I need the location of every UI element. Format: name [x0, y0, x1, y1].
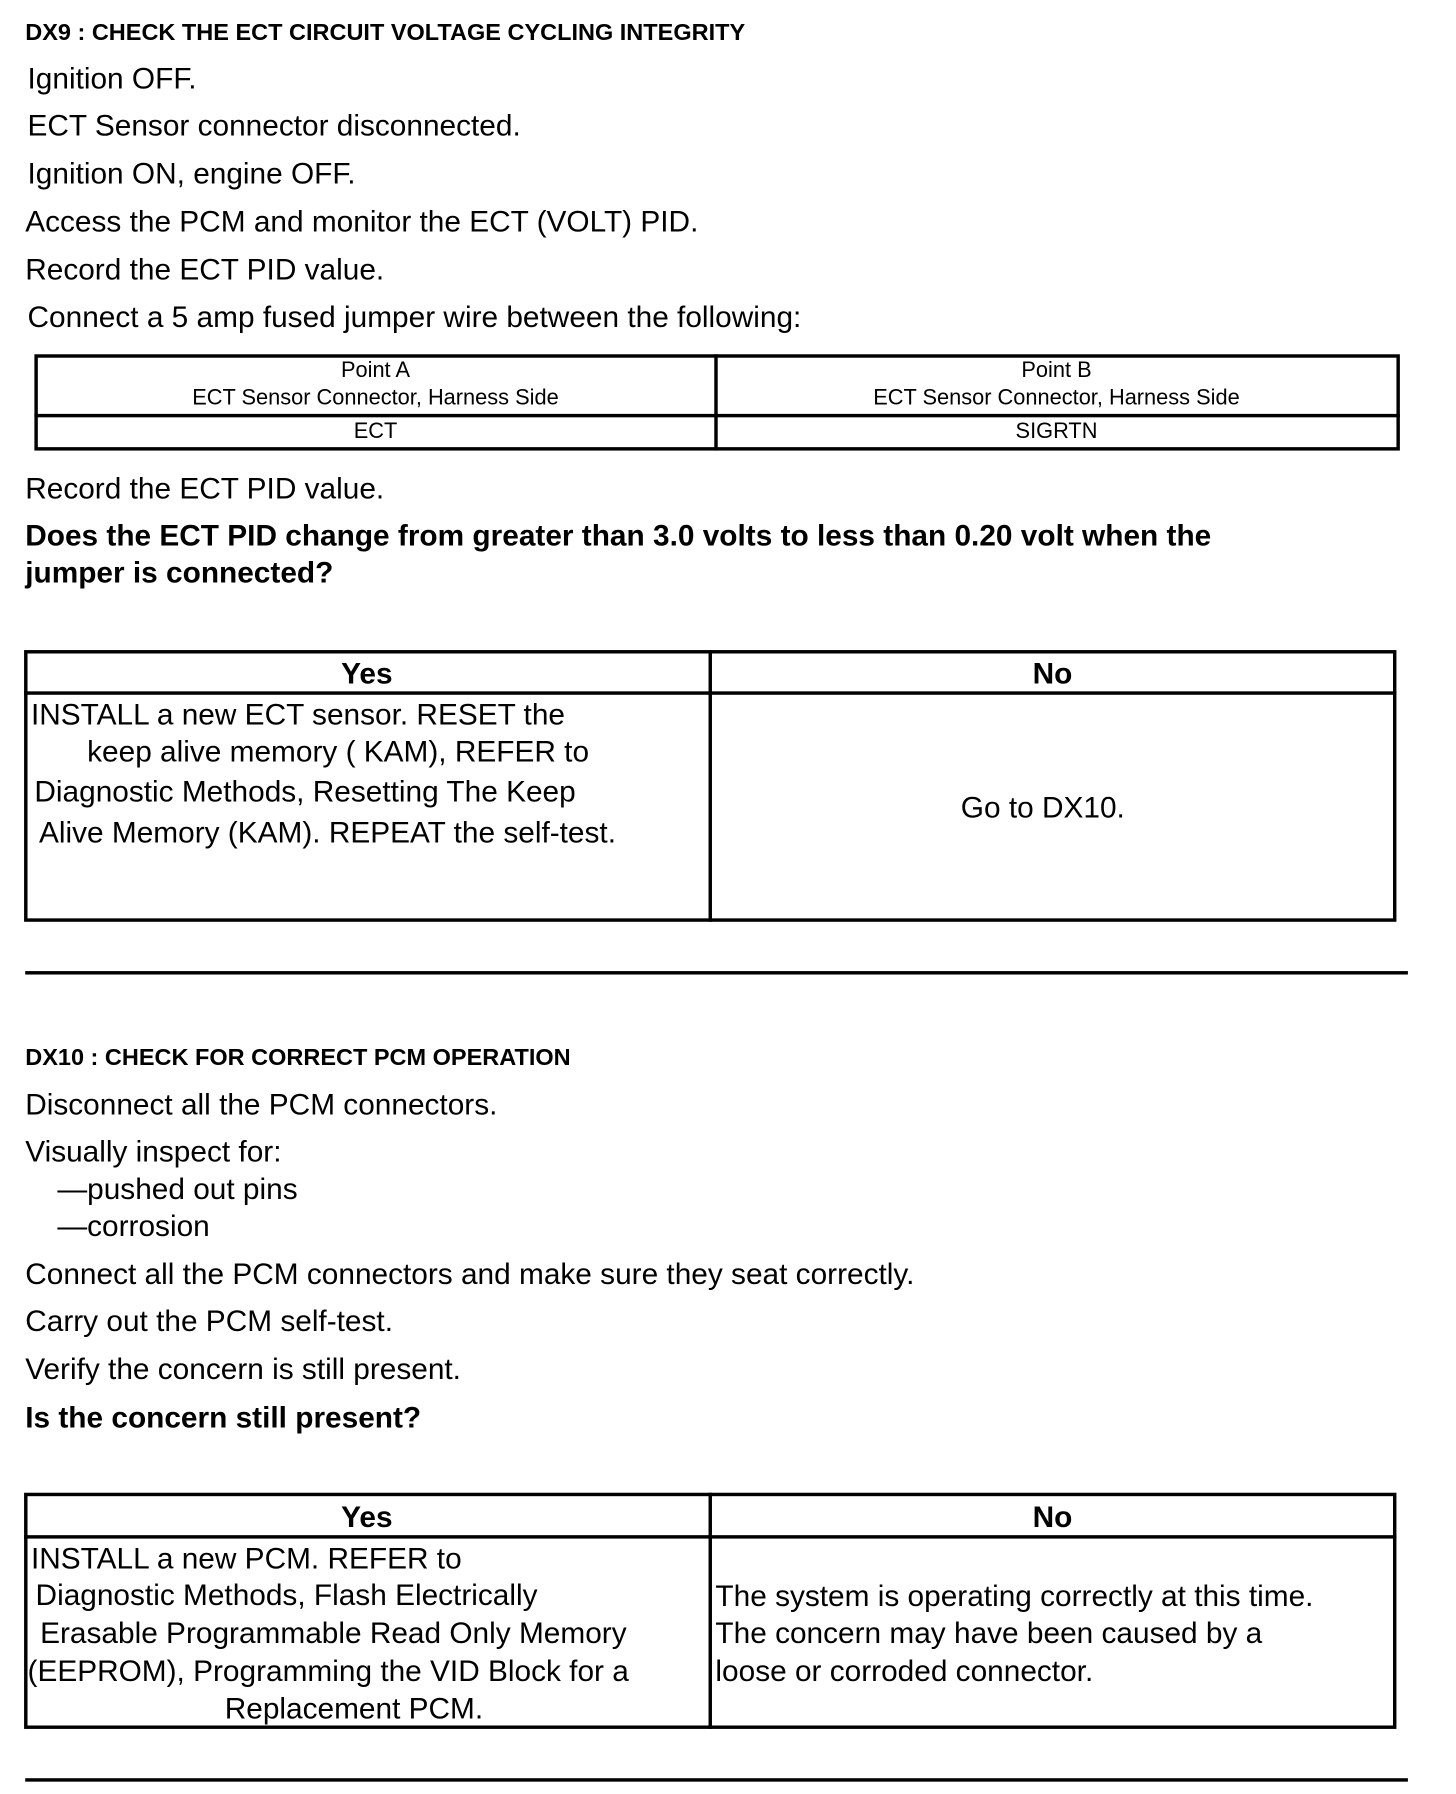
- dx10-step: Disconnect all the PCM connectors.: [25, 1086, 498, 1122]
- dx10-title: DX10 : CHECK FOR CORRECT PCM OPERATION: [25, 1044, 571, 1071]
- dx9-step: Connect a 5 amp fused jumper wire between the following:: [27, 299, 802, 334]
- dx10-step: Verify the concern is still present.: [25, 1351, 461, 1387]
- dx10-step: —corrosion: [57, 1208, 210, 1243]
- dx10-step: Carry out the PCM self-test.: [25, 1303, 393, 1338]
- dx9-question: Does the ECT PID change from greater than 3.0 volts to less than 0.20 volt when the: [25, 518, 1212, 553]
- point-a-pin: ECT: [353, 419, 398, 444]
- dx9-step: Record the ECT PID value.: [25, 252, 385, 287]
- section-divider: [25, 971, 1408, 974]
- point-b-pin: SIGRTN: [1015, 419, 1098, 444]
- yes-action: INSTALL a new ECT sensor. RESET the: [30, 697, 566, 732]
- point-b-location: ECT Sensor Connector, Harness Side: [873, 386, 1240, 411]
- no-action: Go to DX10.: [960, 789, 1125, 825]
- dx9-step: Ignition ON, engine OFF.: [27, 155, 356, 191]
- dx9-step: Ignition OFF.: [27, 60, 197, 96]
- yes-action: (EEPROM), Programming the VID Block for a: [27, 1653, 629, 1688]
- yes-header: Yes: [341, 655, 393, 691]
- dx10-step: Visually inspect for:: [25, 1133, 282, 1169]
- dx9-step: ECT Sensor connector disconnected.: [27, 107, 521, 143]
- section-divider: [25, 1778, 1408, 1781]
- yes-action: Diagnostic Methods, Flash Electrically: [35, 1577, 538, 1612]
- yes-action: Alive Memory (KAM). REPEAT the self-test.: [38, 815, 616, 850]
- dx10-step: Connect all the PCM connectors and make sure they seat correctly.: [25, 1256, 915, 1291]
- dx9-title: DX9 : CHECK THE ECT CIRCUIT VOLTAGE CYCLING INTEGRITY: [25, 19, 746, 46]
- no-action: The concern may have been caused by a: [715, 1615, 1263, 1650]
- dx9-step: Access the PCM and monitor the ECT (VOLT) PID.: [25, 204, 699, 239]
- no-header: No: [1032, 1499, 1073, 1535]
- dx10-question: Is the concern still present?: [25, 1399, 422, 1435]
- no-action: loose or corroded connector.: [715, 1653, 1094, 1688]
- dx9-step: Record the ECT PID value.: [25, 471, 385, 506]
- point-a-label: Point A: [340, 358, 410, 383]
- yes-header: Yes: [341, 1499, 393, 1535]
- yes-action: INSTALL a new PCM. REFER to: [30, 1540, 462, 1576]
- yes-action: Diagnostic Methods, Resetting The Keep: [34, 773, 576, 809]
- point-b-label: Point B: [1021, 358, 1092, 383]
- point-a-location: ECT Sensor Connector, Harness Side: [192, 386, 559, 411]
- yes-action: Replacement PCM.: [224, 1691, 484, 1726]
- no-action: The system is operating correctly at this time.: [715, 1578, 1314, 1614]
- yes-action: Erasable Programmable Read Only Memory: [40, 1615, 627, 1650]
- dx10-step: —pushed out pins: [57, 1171, 298, 1207]
- yes-action: keep alive memory ( KAM), REFER to: [87, 733, 590, 769]
- no-header: No: [1032, 655, 1073, 691]
- dx9-question: jumper is connected?: [25, 554, 334, 590]
